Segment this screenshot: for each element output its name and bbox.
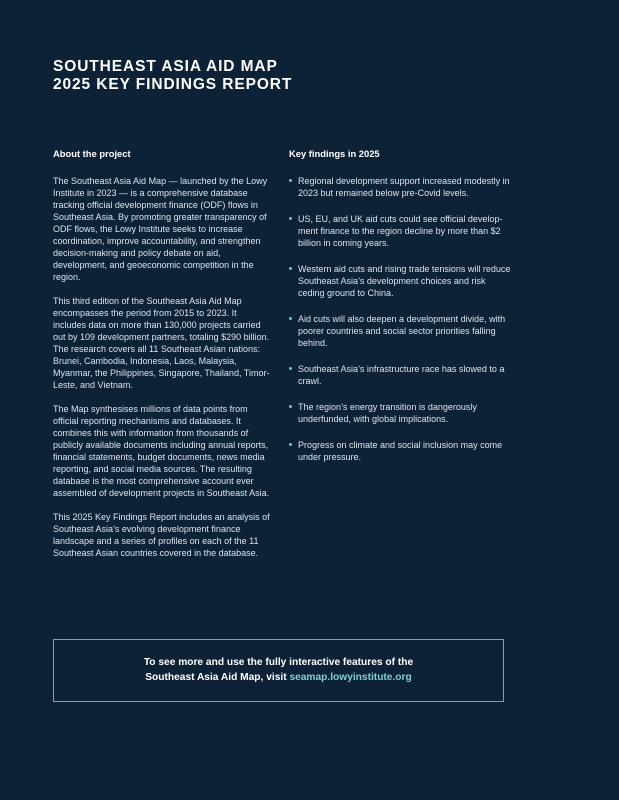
cta-line-1: To see more and use the fully interactive features of the (143, 657, 414, 668)
finding-text: Southeast Asia’s infrastructure race has slowed to a crawl. (298, 363, 505, 386)
key-findings-heading: Key findings in 2025 (289, 148, 380, 159)
finding-text: US, EU, and UK aid cuts could see official development finance to the region decline by more than $2 billion in coming years. (298, 213, 503, 248)
bullet-dot-icon (289, 443, 292, 446)
finding-item (289, 313, 514, 349)
finding-item (289, 175, 514, 199)
about-paragraph-2: This third edition of the Southeast Asia Aid Map encompasses the period from 2015 to 2023. It includes data on more than 130,000 projects carried out by 109 development partners, totaling $290 billion. The research covers all 11 Southeast Asian nations: Brunei, Cambodia, Indonesia, Laos, Malaysia, Myanmar, the Philippines, Singapore, Thailand, Timor-Leste, and Vietnam. (53, 295, 270, 390)
cta-line-2 (144, 671, 413, 686)
finding-text: The region’s energy transition is dangerously underfunded, with global implications. (298, 401, 477, 424)
report-title (53, 58, 292, 94)
finding-item (289, 401, 514, 425)
finding-item (289, 263, 514, 299)
about-heading: About the project (53, 148, 131, 159)
cta-line-2-prefix: Southeast Asia Aid Map, visit (145, 671, 287, 683)
finding-text: Regional development support increased modestly in 2023 but remained below pre-Covid levels. (298, 175, 510, 198)
report-title-line-1: SOUTHEAST ASIA AID MAP (53, 58, 278, 75)
finding-item (289, 363, 514, 387)
finding-item (289, 213, 514, 249)
bullet-dot-icon (289, 267, 292, 270)
about-paragraph-3: The Map synthesises millions of data points from official reporting mechanisms and databases. It combines this with information from thousands of publicly available documents including annual reports, financial statements, budget documents, news media reporting, and social media sources. The resulting database is the most comprehensive account ever assembled of development projects in Southeast Asia. (53, 403, 270, 498)
finding-item (289, 439, 514, 463)
finding-text: Progress on climate and social inclusion may come under pressure. (298, 439, 503, 462)
key-findings-list (289, 175, 514, 463)
about-section (53, 148, 271, 571)
seamap-link[interactable]: seamap.lowyinstitute.org (289, 671, 412, 683)
about-paragraph-1: The Southeast Asia Aid Map — launched by the Lowy Institute in 2023 — is a comprehensive database tracking official development finance (ODF) flows in Southeast Asia. By promoting greater transparency of ODF flows, the Lowy Institute seeks to increase coordination, improve accountability, and strengthen decision-making and policy debate on aid, development, and geoeconomic competition in the region. (53, 175, 268, 282)
bullet-dot-icon (289, 367, 292, 370)
cta-box (53, 639, 504, 702)
bullet-dot-icon (289, 217, 292, 220)
cta-text (144, 656, 413, 685)
finding-text: Aid cuts will also deepen a development divide, with poorer countries and social sector priorities falling behind. (298, 313, 506, 348)
bullet-dot-icon (289, 405, 292, 408)
about-paragraph-4: This 2025 Key Findings Report includes an analysis of Southeast Asia’s evolving development finance landscape and a series of profiles on each of the 11 Southeast Asian countries covered in the database. (53, 511, 270, 558)
bullet-dot-icon (289, 179, 292, 182)
bullet-dot-icon (289, 317, 292, 320)
report-title-line-2: 2025 KEY FINDINGS REPORT (53, 76, 293, 93)
finding-text: Western aid cuts and rising trade tensions will reduce Southeast Asia’s development choices and risk ceding ground to China. (298, 263, 511, 298)
key-findings-section (289, 148, 514, 477)
